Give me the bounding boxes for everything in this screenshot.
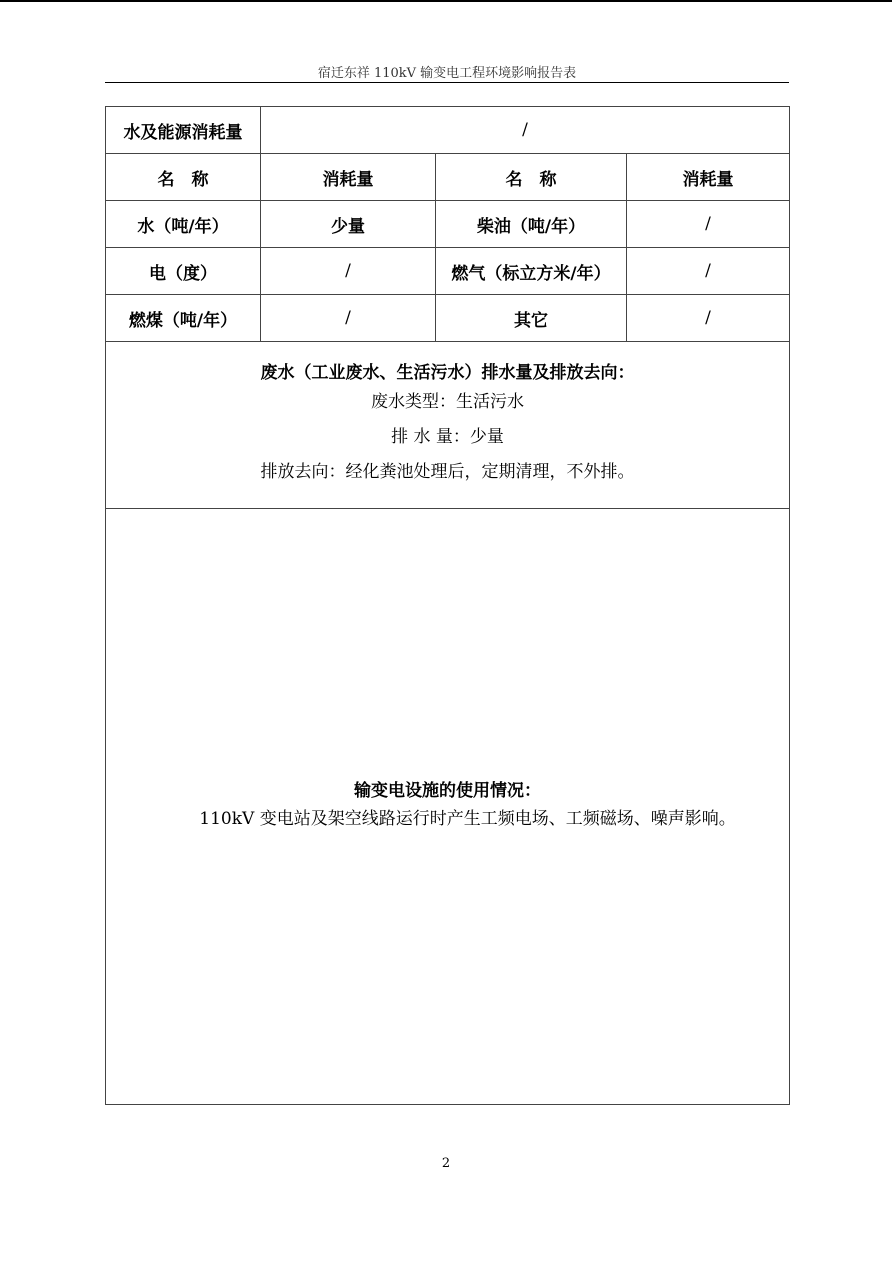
row-name-electricity: 电（度） [106, 248, 261, 295]
row-name-coal: 燃煤（吨/年） [106, 295, 261, 342]
row-value-electricity: / [261, 248, 436, 295]
row-name-gas: 燃气（标立方米/年） [436, 248, 627, 295]
table-row [106, 201, 790, 248]
row-value-coal: / [261, 295, 436, 342]
consumption-value: / [261, 107, 790, 154]
row-name-other: 其它 [436, 295, 627, 342]
header-divider [105, 82, 789, 83]
wastewater-amount: 排 水 量：少量 [391, 426, 504, 447]
top-border-line [0, 0, 892, 2]
column-header-row [106, 154, 790, 201]
wastewater-destination: 排放去向：经化粪池处理后，定期清理，不外排。 [260, 461, 635, 482]
consumption-label: 水及能源消耗量 [106, 107, 261, 154]
consumption-header-row [106, 107, 790, 154]
page-header: 宿迁东祥 110kV 输变电工程环境影响报告表 [317, 66, 577, 81]
row-name-diesel: 柴油（吨/年） [436, 201, 627, 248]
wastewater-type: 废水类型：生活污水 [371, 391, 525, 412]
col-amount-2: 消耗量 [627, 154, 790, 201]
col-amount-1: 消耗量 [261, 154, 436, 201]
row-value-diesel: / [627, 201, 790, 248]
facility-section [106, 509, 790, 1105]
page-number: 2 [441, 1156, 451, 1171]
facility-title: 输变电设施的使用情况： [354, 780, 542, 801]
row-name-water: 水（吨/年） [106, 201, 261, 248]
table-row [106, 248, 790, 295]
facility-description: 110kV 变电站及架空线路运行时产生工频电场、工频磁场、噪声影响。 [199, 808, 736, 829]
row-value-water: 少量 [261, 201, 436, 248]
row-value-gas: / [627, 248, 790, 295]
col-name-2: 名 称 [436, 154, 627, 201]
table-row [106, 295, 790, 342]
consumption-table [105, 106, 790, 1105]
wastewater-section [106, 342, 790, 509]
row-value-other: / [627, 295, 790, 342]
col-name-1: 名 称 [106, 154, 261, 201]
wastewater-title: 废水（工业废水、生活污水）排水量及排放去向： [260, 362, 635, 383]
